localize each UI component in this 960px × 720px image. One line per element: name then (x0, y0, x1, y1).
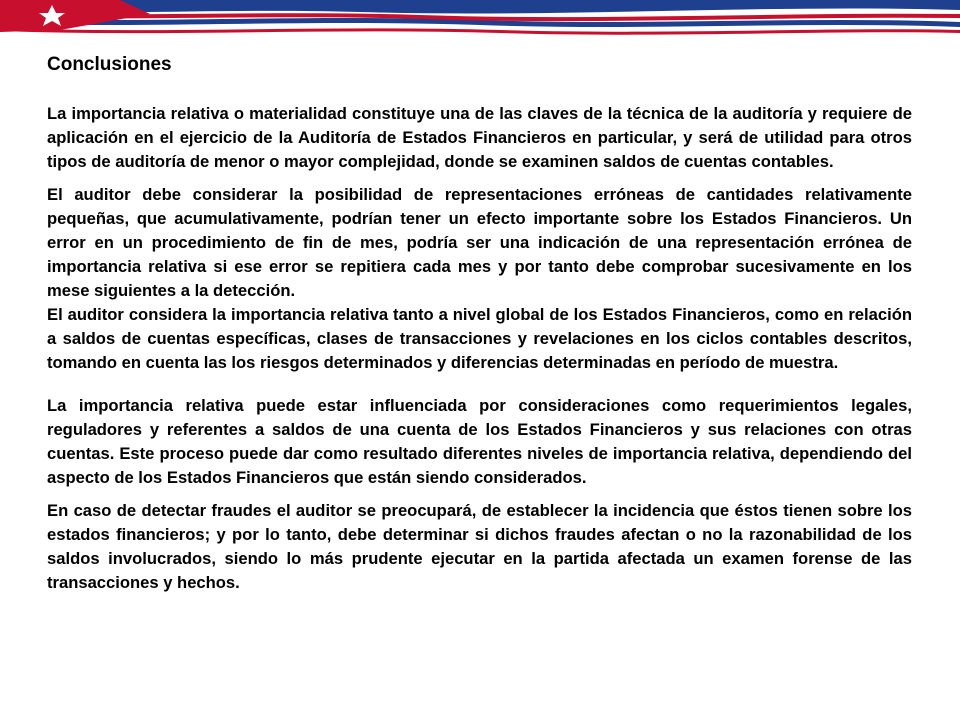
flag-banner-icon (0, 0, 960, 40)
paragraph-3: El auditor considera la importancia relativa tanto a nivel global de los Estados Financieros, como en relación a saldos de cuentas específicas, clases de transacciones y revelaciones en los ciclos contables descritos, tomando en cuenta las los riesgos determinados y diferencias determinadas en período de muestra. (47, 305, 912, 372)
slide-title: Conclusiones (47, 54, 172, 75)
slide-content (47, 52, 912, 595)
paragraph-4: La importancia relativa puede estar influenciada por consideraciones como requerimientos legales, reguladores y referentes a saldos de una cuenta de los Estados Financieros y sus relaciones con otras cuentas. Este proceso puede dar como resultado diferentes niveles de importancia relativa, dependiendo del aspecto de los Estados Financieros que están siendo considerados. (47, 396, 912, 487)
paragraph-2: El auditor debe considerar la posibilidad de representaciones erróneas de cantidades relativamente pequeñas, que acumulativamente, podrían tener un efecto importante sobre los Estados Financieros. Un error en un procedimiento de fin de mes, podría ser una indicación de una representación errónea de importancia relativa si ese error se repitiera cada mes y por tanto debe comprobar sucesivamente en los mese siguientes a la detección. (47, 185, 912, 300)
paragraph-1: La importancia relativa o materialidad constituye una de las claves de la técnica de la auditoría y requiere de aplicación en el ejercicio de la Auditoría de Estados Financieros en particular, y será de utilidad para otros tipos de auditoría de menor o mayor complejidad, donde se examinen saldos de cuentas contables. (47, 104, 912, 171)
paragraph-5: En caso de detectar fraudes el auditor se preocupará, de establecer la incidencia que éstos tienen sobre los estados financieros; y por lo tanto, debe determinar si dichos fraudes afectan o no la razonabilidad de los saldos involucrados, siendo lo más prudente ejecutar en la partida afectada un examen forense de las transacciones y hechos. (47, 501, 912, 592)
